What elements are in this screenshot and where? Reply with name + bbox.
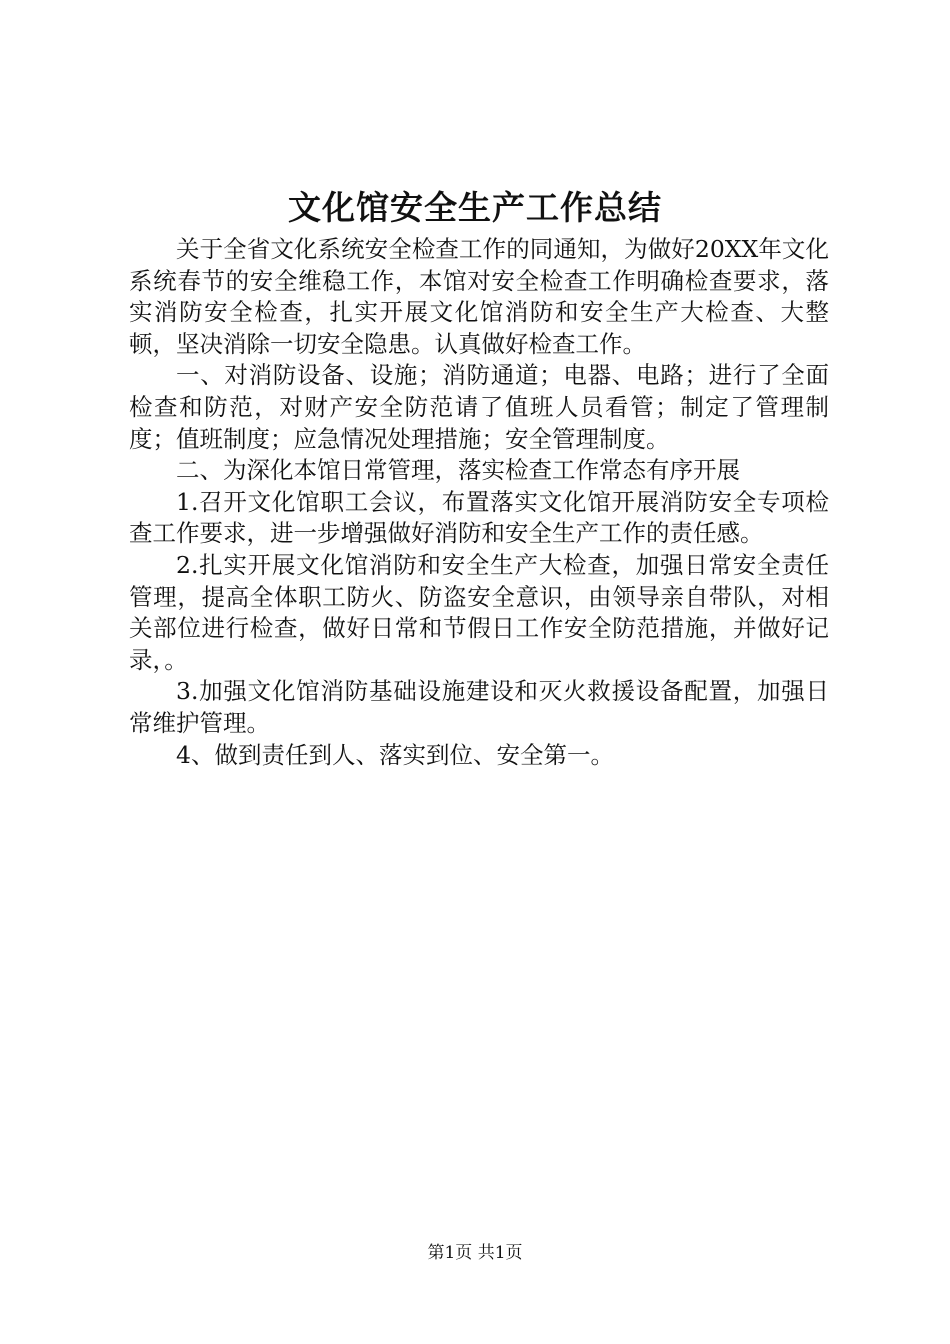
- document-title: 文化馆安全生产工作总结: [288, 188, 662, 227]
- paragraph-item-4: 4、做到责任到人、落实到位、安全第一。: [176, 740, 614, 769]
- paragraph-item-2: 2.扎实开展文化馆消防和安全生产大检查，加强日常安全责任管理，提高全体职工防火、防盗安全意识，由领导亲自带队，对相关部位进行检查，做好日常和节假日工作安全防范措施，并做好记录，。: [129, 550, 829, 674]
- paragraph-intro: 关于全省文化系统安全检查工作的同通知，为做好20XX年文化系统春节的安全维稳工作，本馆对安全检查工作明确检查要求，落实消防安全检查，扎实开展文化馆消防和安全生产大检查、大整顿，坚决消除一切安全隐患。认真做好检查工作。: [129, 235, 829, 358]
- paragraph-section-2: 二、为深化本馆日常管理，落实检查工作常态有序开展: [176, 456, 740, 485]
- paragraph-item-3: 3.加强文化馆消防基础设施建设和灭火救援设备配置，加强日常维护管理。: [129, 677, 829, 737]
- page-footer: 第1页 共1页: [427, 1243, 523, 1263]
- document-body: [129, 234, 829, 771]
- paragraph-section-1: 一、对消防设备、设施；消防通道；电器、电路；进行了全面检查和防范，对财产安全防范请了值班人员看管；制定了管理制度；值班制度；应急情况处理措施；安全管理制度。: [129, 361, 829, 453]
- paragraph-item-1: 1.召开文化馆职工会议，布置落实文化馆开展消防安全专项检查工作要求，进一步增强做好消防和安全生产工作的责任感。: [129, 487, 829, 548]
